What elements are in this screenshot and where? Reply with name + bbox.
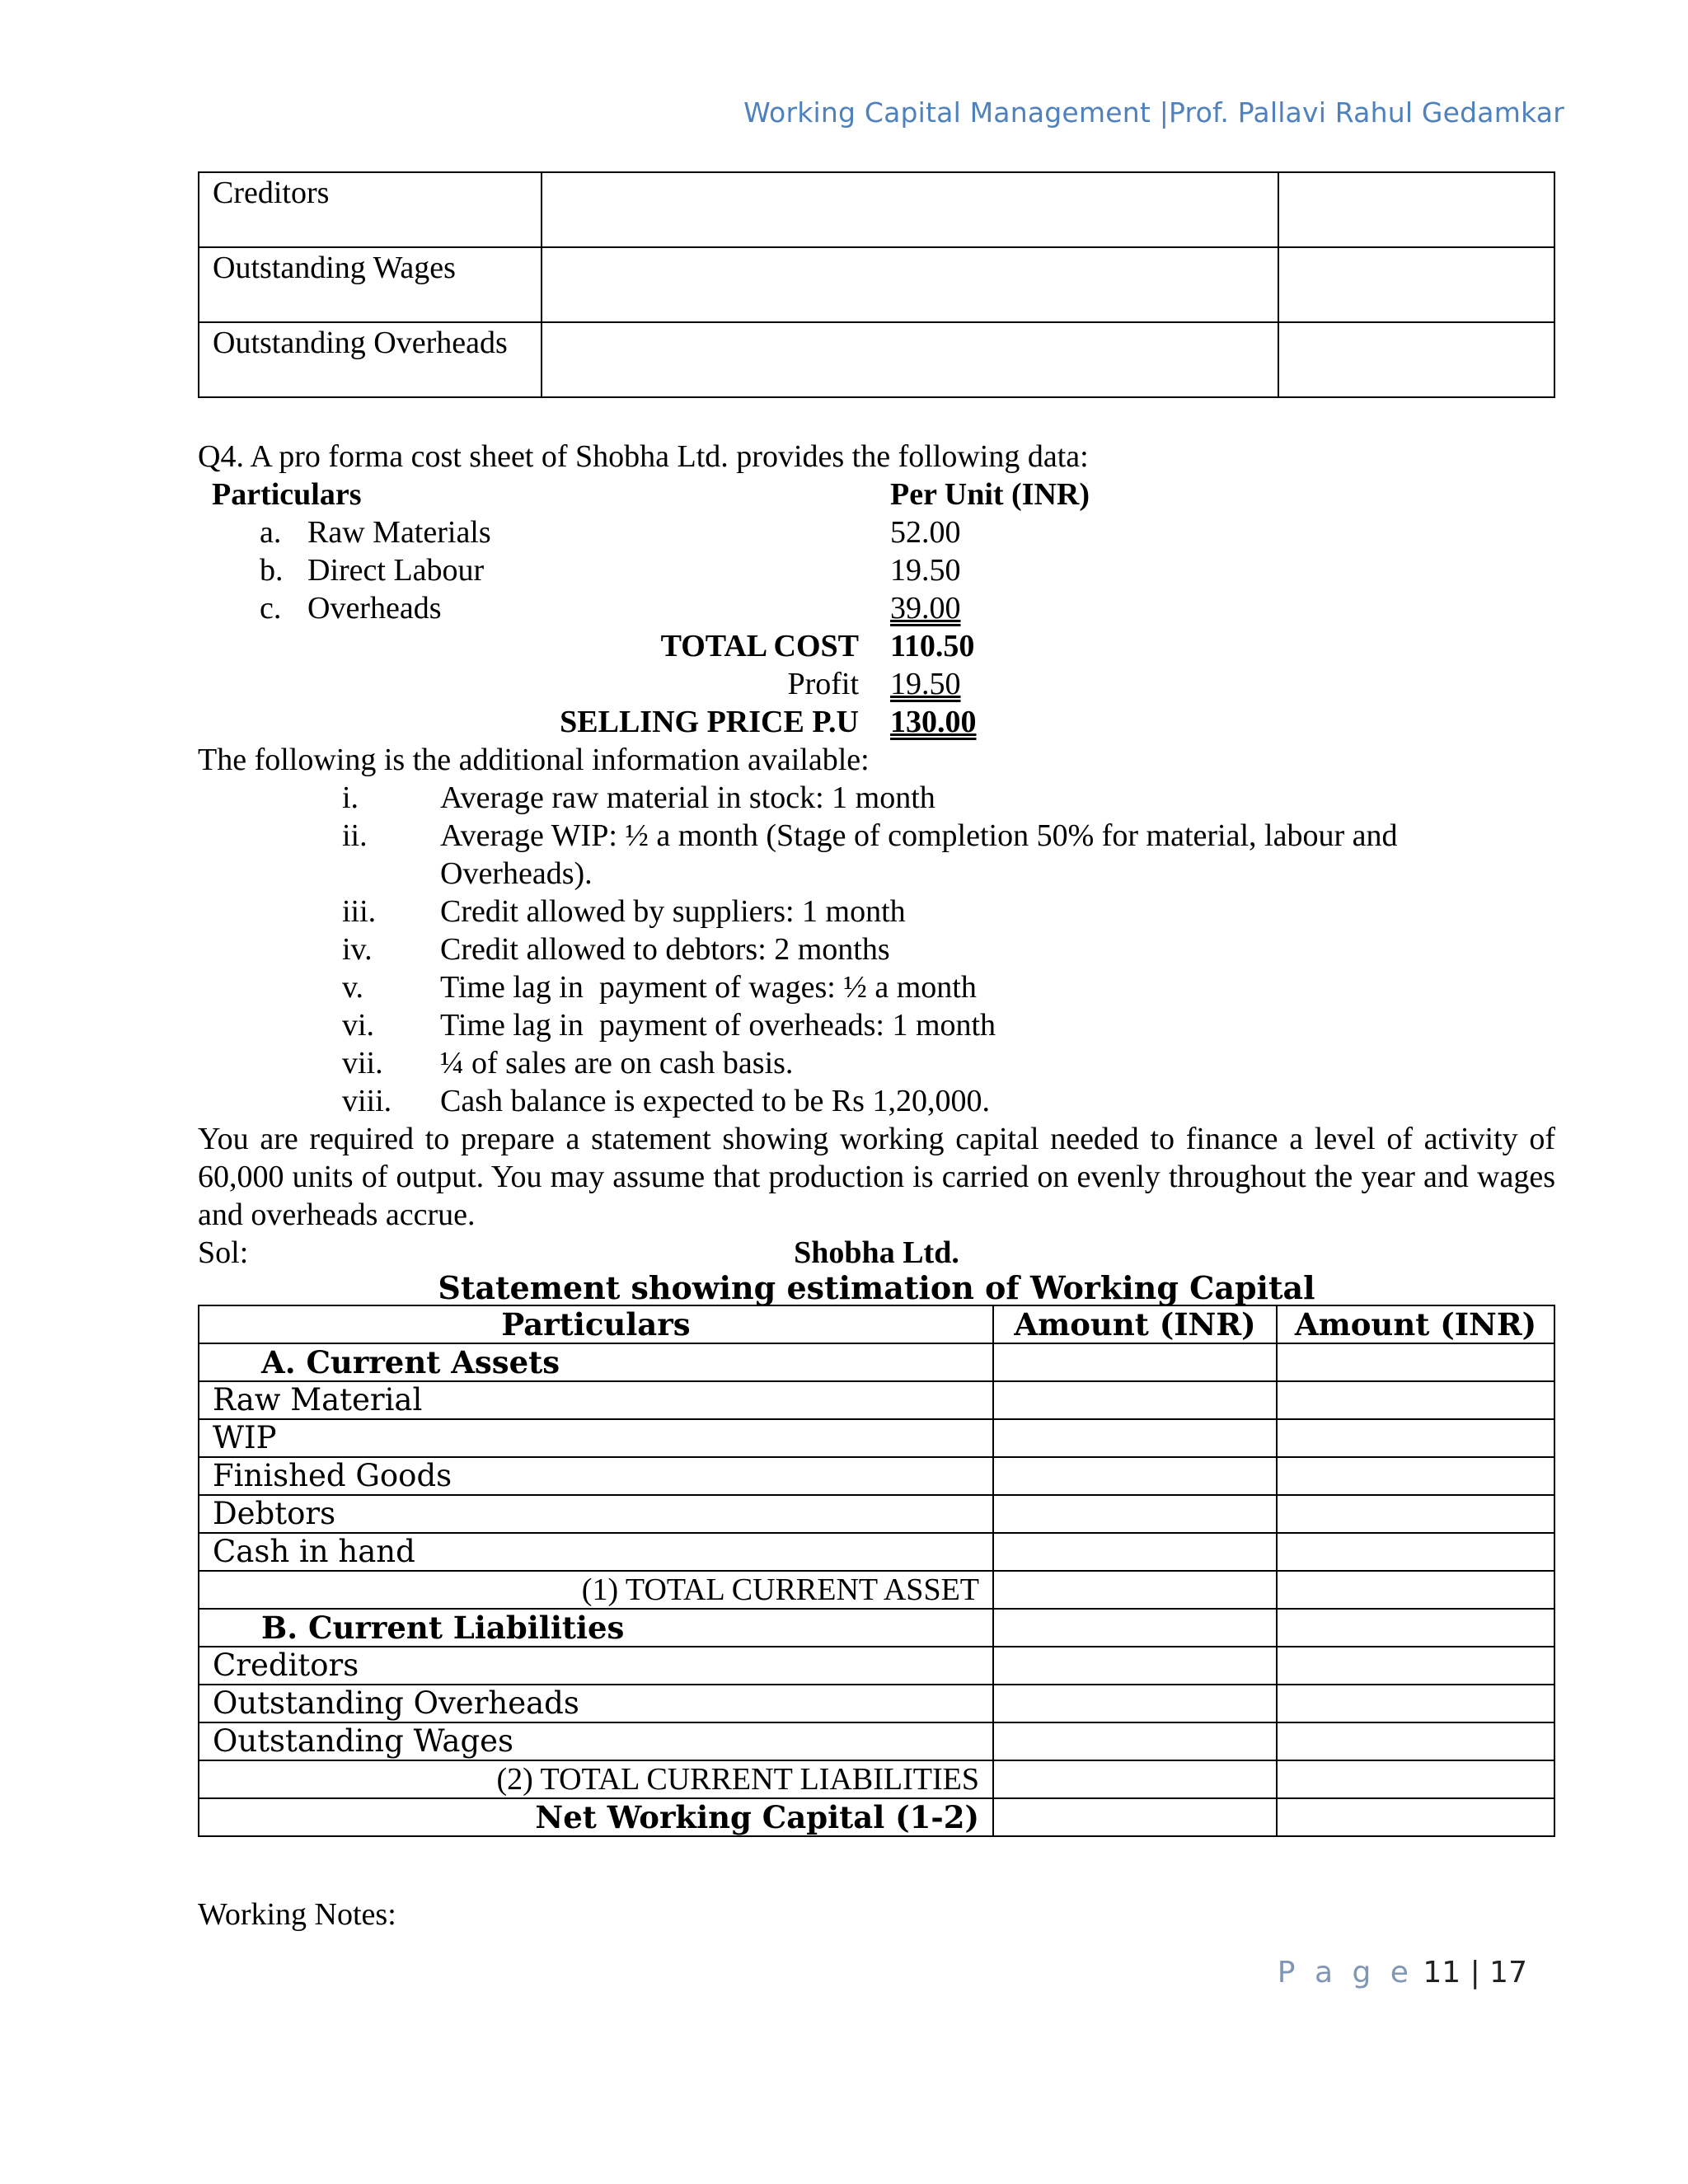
list-item: Cash balance is expected to be Rs 1,20,000. — [440, 1084, 990, 1118]
table-cell — [542, 247, 1278, 322]
amount-cell — [1277, 1457, 1554, 1495]
table-row — [199, 1381, 1554, 1419]
list-number: vii. — [342, 1046, 383, 1080]
list-item: Credit allowed to debtors: 2 months — [440, 932, 890, 967]
row-label: Outstanding Overheads — [199, 1685, 993, 1722]
row-label: Debtors — [199, 1495, 993, 1533]
amount-cell — [1277, 1609, 1554, 1647]
requirement-text: You are required to prepare a statement showing working capital needed to finance a level of activity of 60,000 units of output. You may assume that production is carried on evenly throughout the year and wages and overheads accrue. — [198, 1122, 1555, 1232]
sol-label: Sol: — [198, 1235, 249, 1270]
amount-cell — [993, 1722, 1277, 1760]
amount-cell — [1277, 1798, 1554, 1836]
cost-item-value: 52.00 — [890, 515, 961, 550]
table-row — [199, 1685, 1554, 1722]
row-label: Outstanding Wages — [199, 1722, 993, 1760]
amount-cell — [993, 1647, 1277, 1685]
statement-title: Statement showing estimation of Working Capital — [438, 1269, 1315, 1306]
list-item: Time lag in payment of wages: ½ a month — [440, 970, 977, 1005]
question-text: Q4. A pro forma cost sheet of Shobha Ltd. provides the following data: — [198, 439, 1089, 474]
page-number: 11 | 17 — [1423, 1956, 1527, 1990]
table-header-row — [199, 1305, 1554, 1343]
cost-item-label: Raw Materials — [307, 515, 491, 550]
table-row — [199, 1533, 1554, 1571]
amount-cell — [993, 1381, 1277, 1419]
section-heading: A. Current Assets — [199, 1343, 993, 1381]
amount-cell — [993, 1609, 1277, 1647]
list-number: i. — [342, 780, 359, 815]
amount-cell — [993, 1685, 1277, 1722]
table-cell — [542, 172, 1278, 247]
cost-item-letter: a. — [260, 515, 282, 550]
amount-cell — [993, 1571, 1277, 1609]
total-cost-label: TOTAL COST — [660, 629, 859, 663]
table-cell: Outstanding Wages — [199, 247, 542, 322]
page-header: Working Capital Management |Prof. Pallavi Rahul Gedamkar — [743, 96, 1564, 129]
column-header: Particulars — [199, 1305, 993, 1343]
list-item: Average WIP: ½ a month (Stage of completion 50% for material, labour and Overheads). — [440, 818, 1398, 891]
amount-cell — [1277, 1685, 1554, 1722]
table-row — [199, 172, 1554, 247]
amount-cell — [1277, 1419, 1554, 1457]
table-cell — [542, 322, 1278, 397]
list-number: iii. — [342, 894, 377, 929]
amount-cell — [1277, 1343, 1554, 1381]
list-item: Credit allowed by suppliers: 1 month — [440, 894, 906, 929]
list-number: viii. — [342, 1084, 392, 1118]
selling-price-value: 130.00 — [890, 705, 977, 739]
amount-cell — [1277, 1381, 1554, 1419]
amount-cell — [1277, 1571, 1554, 1609]
table-row — [199, 1343, 1554, 1381]
net-working-capital-label: Net Working Capital (1-2) — [199, 1798, 993, 1836]
total-label: (2) TOTAL CURRENT LIABILITIES — [199, 1760, 993, 1798]
amount-cell — [993, 1419, 1277, 1457]
total-cost-value: 110.50 — [890, 629, 975, 663]
amount-cell — [1277, 1760, 1554, 1798]
row-label: WIP — [199, 1419, 993, 1457]
creditors-table — [198, 171, 1555, 398]
amount-cell — [993, 1343, 1277, 1381]
selling-price-label: SELLING PRICE P.U — [560, 705, 859, 739]
amount-cell — [993, 1760, 1277, 1798]
list-item: Average raw material in stock: 1 month — [440, 780, 935, 815]
cost-col-particulars: Particulars — [212, 477, 362, 512]
table-row — [199, 1571, 1554, 1609]
table-row — [199, 1647, 1554, 1685]
cost-item-value: 39.00 — [890, 591, 961, 626]
company-name: Shobha Ltd. — [794, 1235, 959, 1270]
row-label: Finished Goods — [199, 1457, 993, 1495]
amount-cell — [993, 1798, 1277, 1836]
cost-item-label: Overheads — [307, 591, 442, 626]
list-item: Time lag in payment of overheads: 1 month — [440, 1008, 996, 1043]
table-row — [199, 1760, 1554, 1798]
amount-cell — [993, 1457, 1277, 1495]
table-row — [199, 1609, 1554, 1647]
amount-cell — [1277, 1533, 1554, 1571]
table-row — [199, 1722, 1554, 1760]
section-heading: B. Current Liabilities — [199, 1609, 993, 1647]
list-item: ¼ of sales are on cash basis. — [440, 1046, 794, 1080]
cost-item-letter: b. — [260, 553, 284, 588]
profit-label: Profit — [787, 667, 859, 701]
cost-item-letter: c. — [260, 591, 282, 626]
cost-item-label: Direct Labour — [307, 553, 485, 588]
additional-intro: The following is the additional information available: — [198, 743, 870, 777]
table-row — [199, 322, 1554, 397]
row-label: Creditors — [199, 1647, 993, 1685]
table-row — [199, 247, 1554, 322]
column-header: Amount (INR) — [993, 1305, 1277, 1343]
list-number: ii. — [342, 818, 368, 853]
working-notes-label: Working Notes: — [198, 1897, 396, 1932]
table-row — [199, 1457, 1554, 1495]
amount-cell — [1277, 1495, 1554, 1533]
column-header: Amount (INR) — [1277, 1305, 1554, 1343]
page-footer — [1278, 1956, 1527, 1990]
row-label: Raw Material — [199, 1381, 993, 1419]
table-cell — [1278, 172, 1554, 247]
total-label: (1) TOTAL CURRENT ASSET — [199, 1571, 993, 1609]
cost-col-per-unit: Per Unit (INR) — [890, 477, 1090, 512]
table-cell — [1278, 322, 1554, 397]
table-row — [199, 1798, 1554, 1836]
list-number: v. — [342, 970, 364, 1005]
table-cell — [1278, 247, 1554, 322]
amount-cell — [993, 1495, 1277, 1533]
table-cell: Creditors — [199, 172, 542, 247]
table-row — [199, 1419, 1554, 1457]
page-word: P a g e — [1277, 1956, 1414, 1990]
amount-cell — [1277, 1722, 1554, 1760]
amount-cell — [993, 1533, 1277, 1571]
list-number: iv. — [342, 932, 373, 967]
table-row — [199, 1495, 1554, 1533]
list-number: vi. — [342, 1008, 375, 1043]
row-label: Cash in hand — [199, 1533, 993, 1571]
cost-item-value: 19.50 — [890, 553, 961, 588]
amount-cell — [1277, 1647, 1554, 1685]
profit-value: 19.50 — [890, 667, 961, 701]
working-capital-statement — [198, 1305, 1555, 1837]
table-cell: Outstanding Overheads — [199, 322, 542, 397]
